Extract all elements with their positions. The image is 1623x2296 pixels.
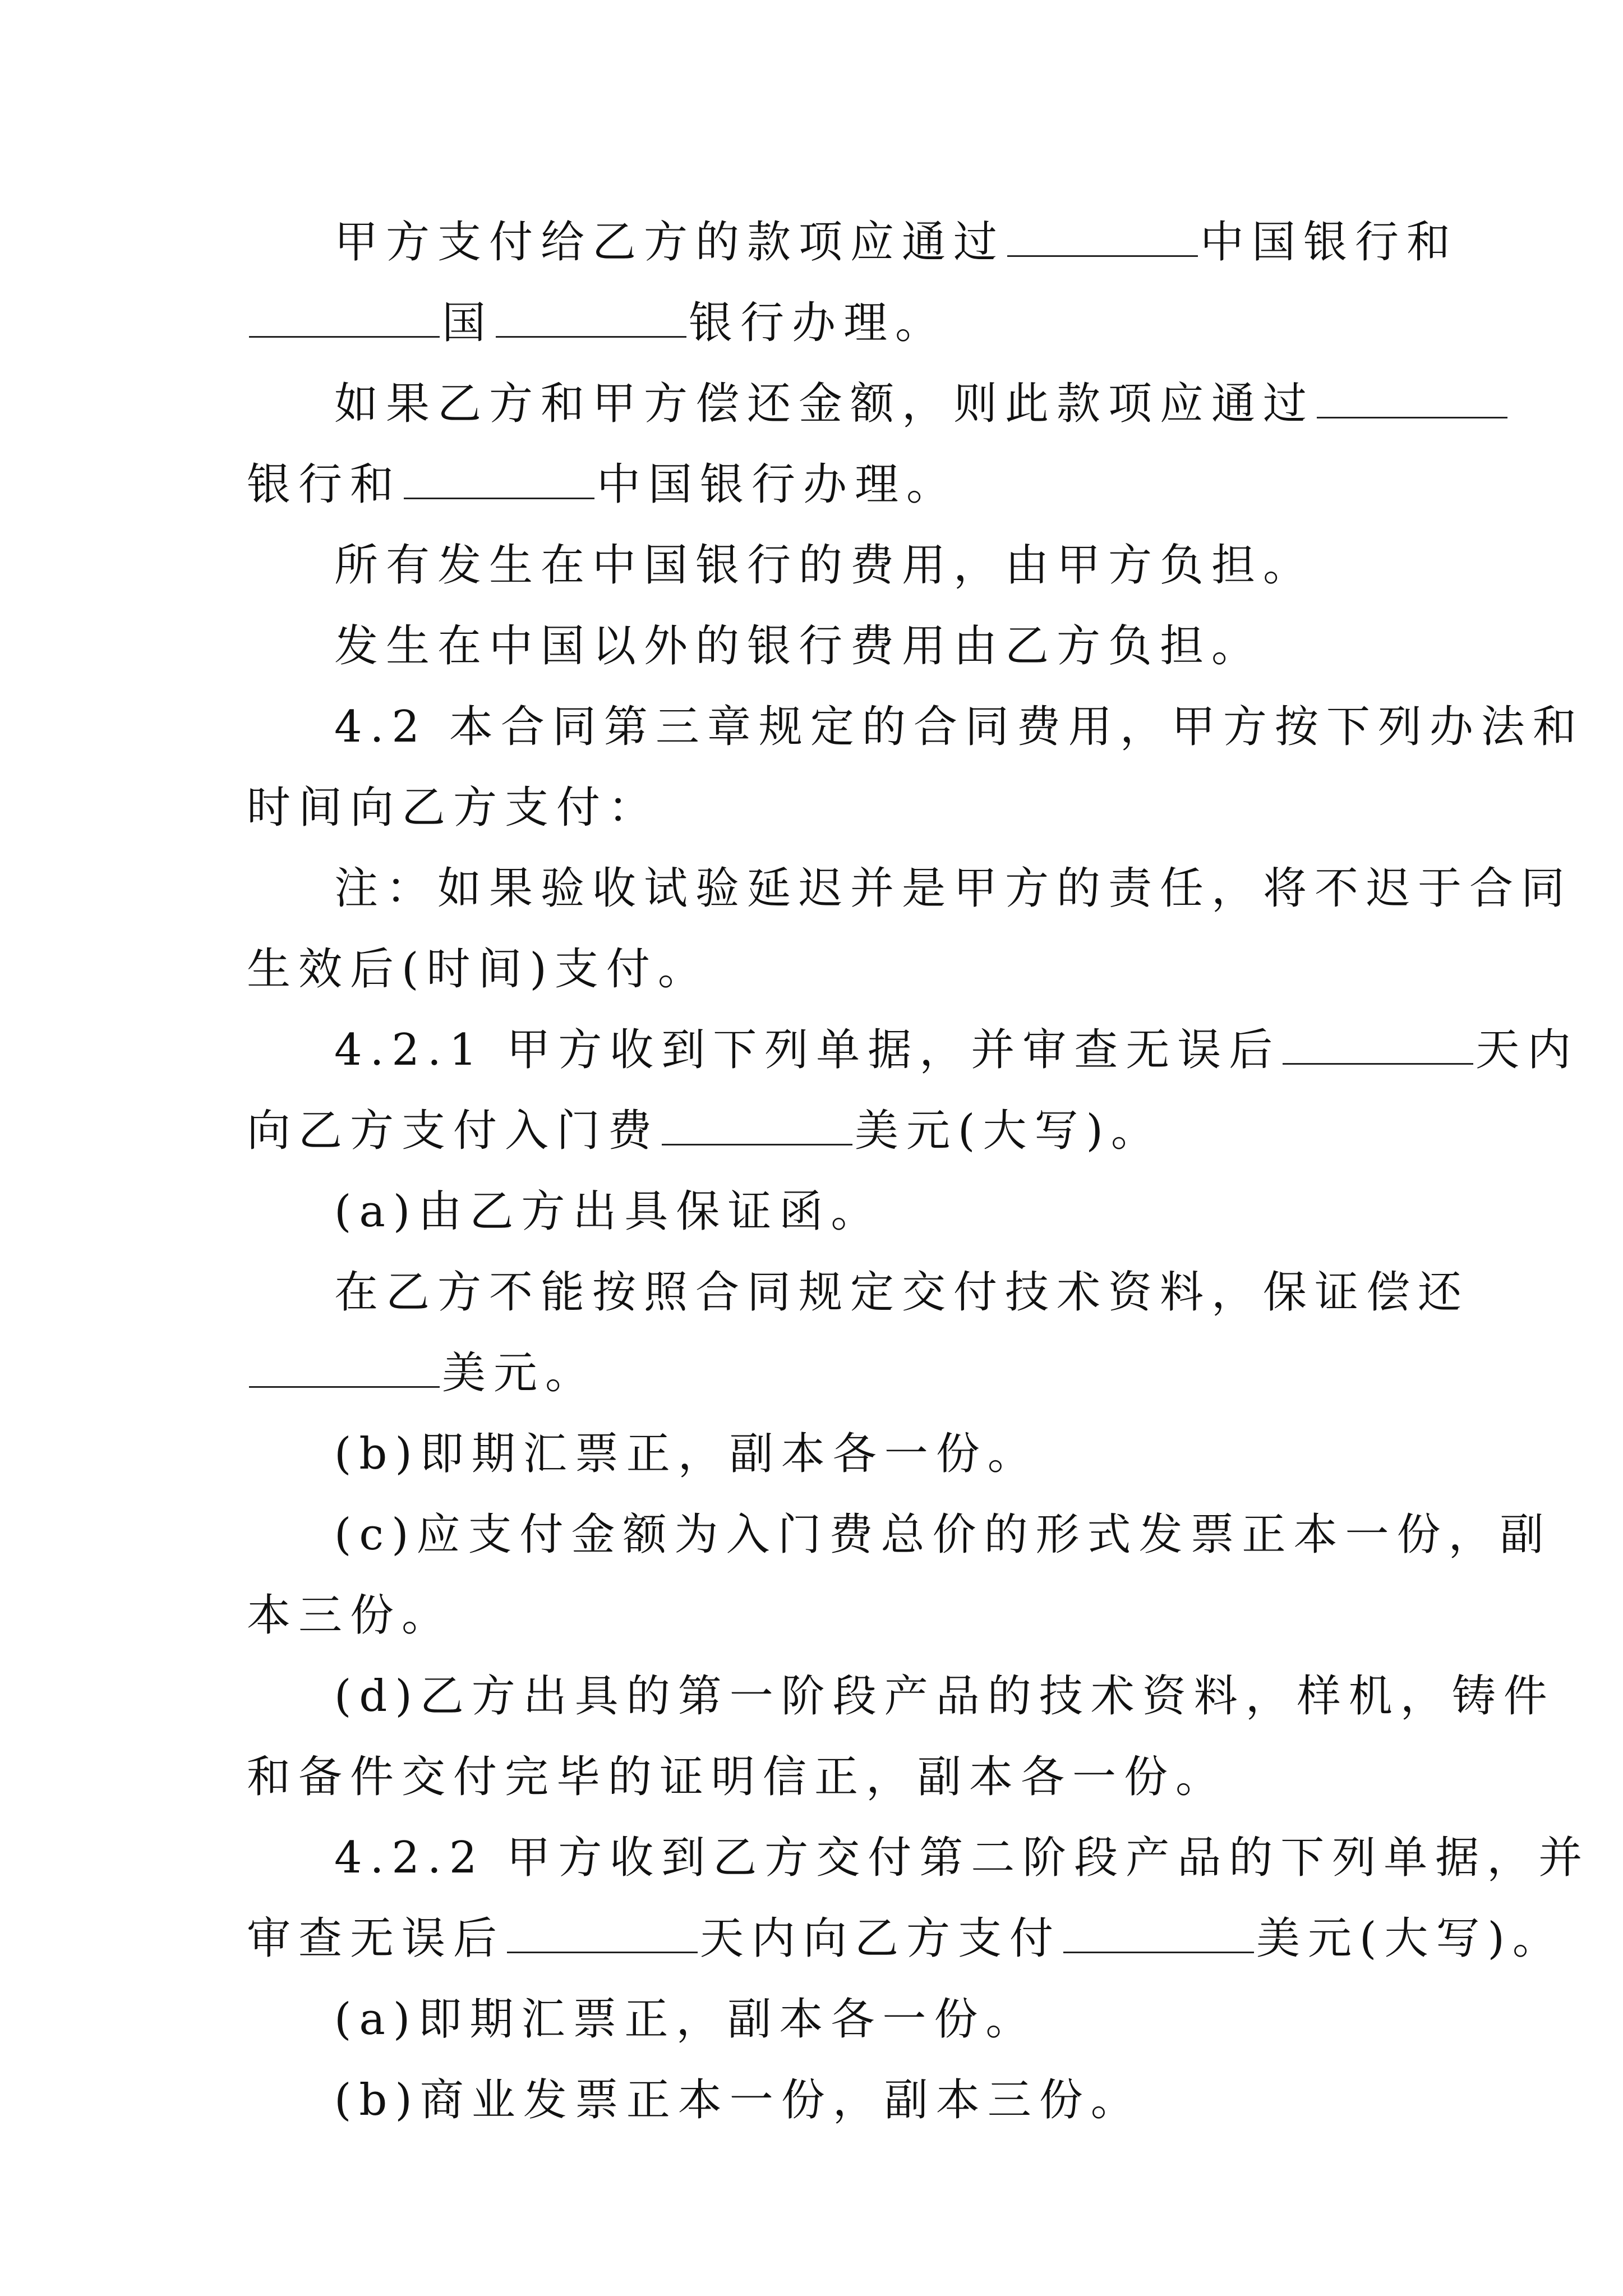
text-segment: 国	[442, 298, 494, 348]
text-line	[247, 283, 1391, 364]
text-segment: 时间向乙方支付：	[247, 783, 660, 833]
text-segment: 注：如果验收试验延迟并是甲方的责任，将不迟于合同	[334, 863, 1573, 914]
text-line	[247, 1414, 1391, 1494]
fill-in-blank	[404, 464, 594, 499]
fill-in-blank	[662, 1110, 852, 1145]
text-line	[247, 1898, 1564, 1979]
text-line	[247, 929, 1391, 1010]
text-segment: (b)即期汇票正，副本各一份。	[334, 1429, 1039, 1479]
fill-in-blank	[249, 1352, 440, 1388]
text-segment: 甲方支付给乙方的款项应通过	[334, 217, 1006, 268]
text-segment: (b)商业发票正本一份，副本三份。	[334, 2075, 1142, 2125]
text-segment: 和备件交付完毕的证明信正，副本各一份。	[247, 1752, 1228, 1802]
text-line	[247, 525, 1391, 606]
text-line	[247, 1091, 1391, 1171]
text-segment: 美元(大写)。	[855, 1106, 1163, 1156]
text-segment: 本三份。	[247, 1590, 454, 1641]
text-segment: 天内	[1476, 1025, 1579, 1075]
fill-in-blank	[1007, 222, 1198, 257]
fill-in-blank	[249, 302, 440, 338]
text-line	[247, 1252, 1470, 1333]
text-line	[247, 1010, 1579, 1091]
text-line	[247, 202, 1459, 283]
fill-in-blank	[507, 1918, 698, 1953]
text-segment: 中国银行办理。	[597, 459, 958, 510]
text-line	[247, 606, 1391, 687]
text-line	[247, 1818, 1590, 1898]
text-segment: 4.2 本合同第三章规定的合同费用，甲方按下列办法和	[334, 702, 1584, 752]
text-line	[247, 364, 1391, 444]
text-segment: 审查无误后	[247, 1913, 505, 1964]
text-line	[247, 1575, 1391, 1656]
text-line	[247, 687, 1584, 767]
text-line	[247, 1333, 1391, 1414]
text-segment: (c)应支付金额为入门费总价的形式发票正本一份，副	[334, 1510, 1552, 1560]
fill-in-blank	[496, 302, 686, 338]
text-segment: (a)由乙方出具保证函。	[334, 1186, 883, 1237]
fill-in-blank	[1063, 1918, 1254, 1953]
text-segment: 美元(大写)。	[1256, 1913, 1564, 1964]
text-line	[247, 444, 1391, 525]
text-segment: 4.2.2 甲方收到乙方交付第二阶段产品的下列单据，并	[334, 1833, 1590, 1883]
text-segment: 发生在中国以外的银行费用由乙方负担。	[334, 621, 1264, 671]
text-segment: (a)即期汇票正，副本各一份。	[334, 1994, 1038, 2045]
fill-in-blank	[1283, 1029, 1473, 1065]
text-segment: (d)乙方出具的第一阶段产品的技术资料，样机，铸件	[334, 1671, 1555, 1722]
text-segment: 生效后(时间)支付。	[247, 944, 709, 995]
text-line	[247, 1737, 1391, 1818]
text-line	[247, 848, 1573, 929]
text-line	[247, 1979, 1391, 2060]
text-segment: 美元。	[442, 1348, 597, 1398]
contract-body	[247, 202, 1590, 2141]
text-line	[247, 2060, 1391, 2141]
text-segment: 中国银行和	[1200, 217, 1459, 268]
text-segment: 向乙方支付入门费	[247, 1106, 660, 1156]
text-segment: 天内向乙方支付	[700, 1913, 1062, 1964]
text-segment: 所有发生在中国银行的费用，由甲方负担。	[334, 540, 1315, 591]
text-segment: 4.2.1 甲方收到下列单据，并审查无误后	[334, 1025, 1281, 1075]
text-segment: 银行和	[247, 459, 402, 510]
text-line	[247, 1171, 1391, 1252]
text-segment: 在乙方不能按照合同规定交付技术资料，保证偿还	[334, 1267, 1470, 1318]
text-line	[247, 1656, 1555, 1737]
text-line	[247, 1494, 1552, 1575]
text-segment: 银行办理。	[689, 298, 947, 348]
text-segment: 如果乙方和甲方偿还金额，则此款项应通过	[334, 379, 1315, 429]
text-line	[247, 767, 1391, 848]
fill-in-blank	[1317, 383, 1507, 418]
